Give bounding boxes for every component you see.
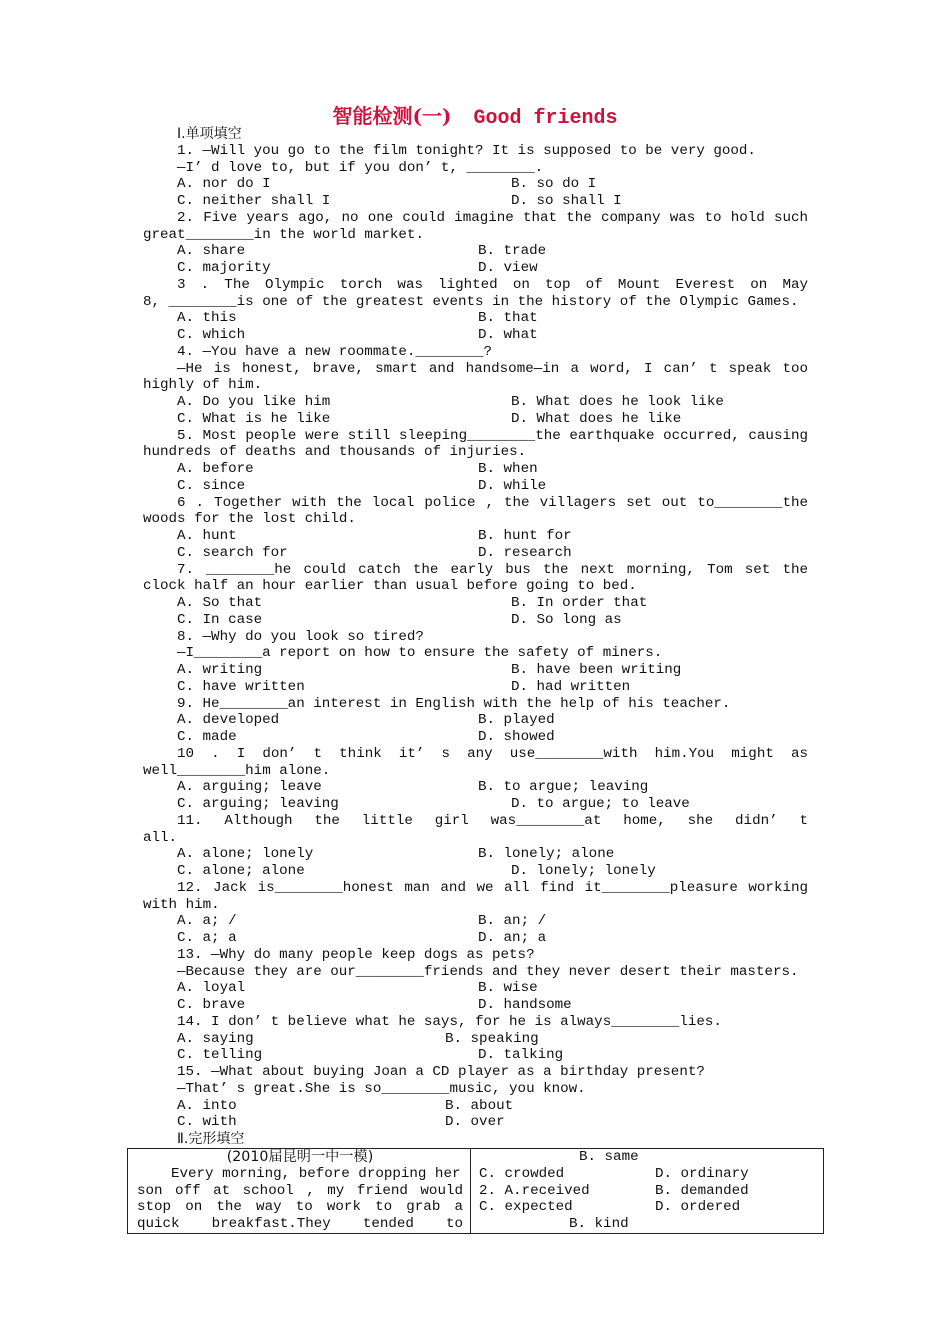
question-line: 1. —Will you go to the film tonight? It is supposed to be very good.: [177, 142, 756, 159]
option-left: C. search for: [177, 544, 288, 561]
option-left: C. brave: [177, 997, 246, 1013]
cloze-option-left: C. expected: [479, 1199, 573, 1216]
answer-options-row: [143, 193, 808, 210]
cloze-option-row: [479, 1216, 823, 1233]
question-line: well________him alone.: [143, 762, 331, 779]
cloze-option-row: [479, 1166, 823, 1183]
option-right: D. to argue; to leave: [511, 796, 690, 812]
cloze-option-right: B. demanded: [655, 1182, 749, 1199]
answer-options-row: [143, 260, 808, 277]
answer-options-row: [143, 394, 808, 411]
cloze-option-row: [479, 1183, 823, 1200]
option-left: A. nor do I: [177, 176, 271, 193]
option-right: D. view: [478, 260, 538, 276]
cloze-passage-line: stop on the way to work to grab a: [137, 1199, 463, 1216]
question-line: 7. ________he could catch the early bus the next morning, Tom set the: [177, 561, 808, 578]
question-line: 11. Although the little girl was________at home, she didn’ t: [177, 812, 808, 829]
option-right: B. so do I: [511, 176, 597, 193]
section-heading-single-choice: Ⅰ.单项填空: [177, 126, 242, 142]
cloze-passage-line: son off at school , my friend would: [137, 1182, 463, 1199]
question-line: 8. —Why do you look so tired?: [177, 628, 424, 645]
option-right: B. speaking: [445, 1030, 539, 1047]
option-right: B. played: [478, 712, 555, 729]
option-right: B. wise: [478, 980, 538, 997]
answer-options-row: [143, 1114, 808, 1131]
question-line: 6 . Together with the local police , the villagers set out to________the: [177, 494, 808, 511]
option-right: D. handsome: [478, 997, 572, 1013]
question-line: 10 . I don’ t think it’ s any use________with him.You might as: [177, 745, 808, 762]
cloze-option-right: D. ordered: [655, 1199, 741, 1216]
question-line: 15. —What about buying Joan a CD player as a birthday present?: [177, 1064, 705, 1080]
option-left: C. with: [177, 1114, 237, 1131]
question-list: [143, 143, 808, 1131]
option-right: D. lonely; lonely: [511, 863, 656, 879]
cloze-options-cell: [471, 1149, 823, 1233]
question-line: 5. Most people were still sleeping________the earthquake occurred, causing: [177, 427, 808, 444]
answer-options-row: [143, 1047, 808, 1064]
section-heading-cloze: Ⅱ.完形填空: [177, 1131, 245, 1147]
cloze-option-right: B. kind: [569, 1216, 629, 1232]
answer-options-row: [143, 176, 808, 193]
option-right: B. trade: [478, 243, 547, 260]
option-left: A. before: [177, 461, 254, 477]
answer-options-row: [143, 863, 808, 880]
question-line: 3 . The Olympic torch was lighted on top of Mount Everest on May: [177, 276, 808, 293]
answer-options-row: [143, 1031, 808, 1048]
option-left: C. majority: [177, 260, 271, 276]
option-left: A. loyal: [177, 980, 246, 997]
question-line: all.: [143, 829, 178, 846]
option-right: B. In order that: [511, 595, 648, 611]
cloze-option-row: [479, 1199, 823, 1216]
option-right: D. so shall I: [511, 193, 622, 209]
cloze-option-right: D. ordinary: [655, 1165, 749, 1182]
answer-options-row: [143, 980, 808, 997]
option-right: D. What does he like: [511, 410, 682, 427]
option-left: A. hunt: [177, 528, 237, 544]
question-line: 14. I don’ t believe what he says, for he is always________lies.: [177, 1013, 722, 1030]
cloze-passage-cell: [128, 1149, 471, 1233]
option-right: D. had written: [511, 678, 631, 695]
answer-options-row: [143, 1098, 808, 1115]
option-right: D. talking: [478, 1047, 564, 1064]
answer-options-row: [143, 478, 808, 495]
question-line: clock half an hour earlier than usual before going to bed.: [143, 578, 637, 595]
option-left: C. have written: [177, 678, 305, 695]
option-left: A. writing: [177, 662, 263, 678]
option-right: B. have been writing: [511, 662, 682, 678]
option-right: D. while: [478, 477, 547, 494]
answer-options-row: [143, 411, 808, 428]
option-right: B. about: [445, 1097, 514, 1114]
option-left: C. a; a: [177, 930, 237, 946]
question-line: 13. —Why do many people keep dogs as pets?: [177, 946, 535, 963]
question-line: great________in the world market.: [143, 226, 424, 243]
option-left: A. alone; lonely: [177, 846, 314, 863]
option-right: D. an; a: [478, 930, 547, 946]
question-line: —That’ s great.She is so________music, you know.: [177, 1080, 586, 1097]
option-left: C. made: [177, 729, 237, 745]
question-line: highly of him.: [143, 377, 263, 394]
question-line: 2. Five years ago, no one could imagine that the company was to hold such: [177, 209, 808, 226]
cloze-option-right: B. same: [579, 1149, 639, 1165]
answer-options-row: [143, 595, 808, 612]
answer-options-row: [143, 712, 808, 729]
question-line: —I________a report on how to ensure the safety of miners.: [177, 645, 663, 662]
question-line: 4. —You have a new roommate.________?: [177, 343, 493, 360]
question-line: 8, ________is one of the greatest events in the history of the Olympic Games.: [143, 293, 799, 310]
cloze-table: [127, 1148, 824, 1234]
answer-options-row: [143, 846, 808, 863]
answer-options-row: [143, 545, 808, 562]
answer-options-row: [143, 461, 808, 478]
option-left: C. which: [177, 327, 246, 343]
cloze-option-row: [479, 1149, 823, 1166]
cloze-option-left: C. crowded: [479, 1165, 565, 1182]
option-right: B. lonely; alone: [478, 846, 615, 863]
option-right: D. over: [445, 1114, 505, 1131]
option-right: B. to argue; leaving: [478, 779, 649, 796]
answer-options-row: [143, 612, 808, 629]
question-line: —He is honest, brave, smart and handsome—in a word, I can’ t speak too: [177, 360, 808, 377]
question-line: —I’ d love to, but if you don’ t, ________.: [177, 159, 544, 176]
answer-options-row: [143, 913, 808, 930]
answer-options-row: [143, 729, 808, 746]
answer-options-row: [143, 997, 808, 1014]
option-left: A. Do you like him: [177, 394, 331, 410]
option-left: A. developed: [177, 712, 280, 729]
option-left: A. share: [177, 243, 246, 260]
option-right: D. research: [478, 544, 572, 561]
option-right: B. hunt for: [478, 528, 572, 544]
question-line: 12. Jack is________honest man and we all find it________pleasure working: [177, 879, 808, 896]
option-left: A. this: [177, 310, 237, 327]
option-right: B. an; /: [478, 913, 547, 930]
question-line: with him.: [143, 896, 220, 913]
title-english: Good friends: [473, 107, 618, 130]
answer-options-row: [143, 796, 808, 813]
cloze-passage-line: quick breakfast.They tended to: [137, 1216, 463, 1232]
question-line: woods for the lost child.: [143, 511, 356, 528]
option-left: A. So that: [177, 595, 263, 611]
option-left: C. alone; alone: [177, 863, 305, 879]
option-right: B. when: [478, 461, 538, 477]
answer-options-row: [143, 310, 808, 327]
option-left: C. In case: [177, 611, 263, 628]
option-left: C. neither shall I: [177, 193, 331, 209]
option-right: D. So long as: [511, 611, 622, 628]
question-line: 9. He________an interest in English with the help of his teacher.: [177, 695, 731, 712]
option-right: B. What does he look like: [511, 394, 724, 410]
answer-options-row: [143, 243, 808, 260]
answer-options-row: [143, 930, 808, 947]
cloze-passage-line: Every morning, before dropping her: [171, 1165, 461, 1182]
option-right: D. showed: [478, 729, 555, 745]
answer-options-row: [143, 779, 808, 796]
title-chinese: 智能检测(一): [332, 104, 452, 128]
answer-options-row: [143, 327, 808, 344]
answer-options-row: [143, 528, 808, 545]
option-left: C. arguing; leaving: [177, 796, 339, 812]
option-right: B. that: [478, 310, 538, 327]
option-left: A. a; /: [177, 913, 237, 930]
option-left: C. since: [177, 477, 246, 494]
cloze-option-left: 2. A.received: [479, 1182, 590, 1199]
option-left: A. saying: [177, 1030, 254, 1047]
option-left: A. arguing; leave: [177, 779, 322, 796]
question-line: —Because they are our________friends and they never desert their masters.: [177, 963, 799, 980]
option-left: A. into: [177, 1097, 237, 1114]
exercise-content: [143, 126, 808, 1148]
answer-options-row: [143, 679, 808, 696]
option-right: D. what: [478, 327, 538, 343]
cloze-source: (2010届昆明一中一模): [226, 1149, 374, 1165]
option-left: C. telling: [177, 1047, 263, 1064]
answer-options-row: [143, 662, 808, 679]
question-line: hundreds of deaths and thousands of injuries.: [143, 444, 527, 461]
option-left: C. What is he like: [177, 410, 331, 427]
